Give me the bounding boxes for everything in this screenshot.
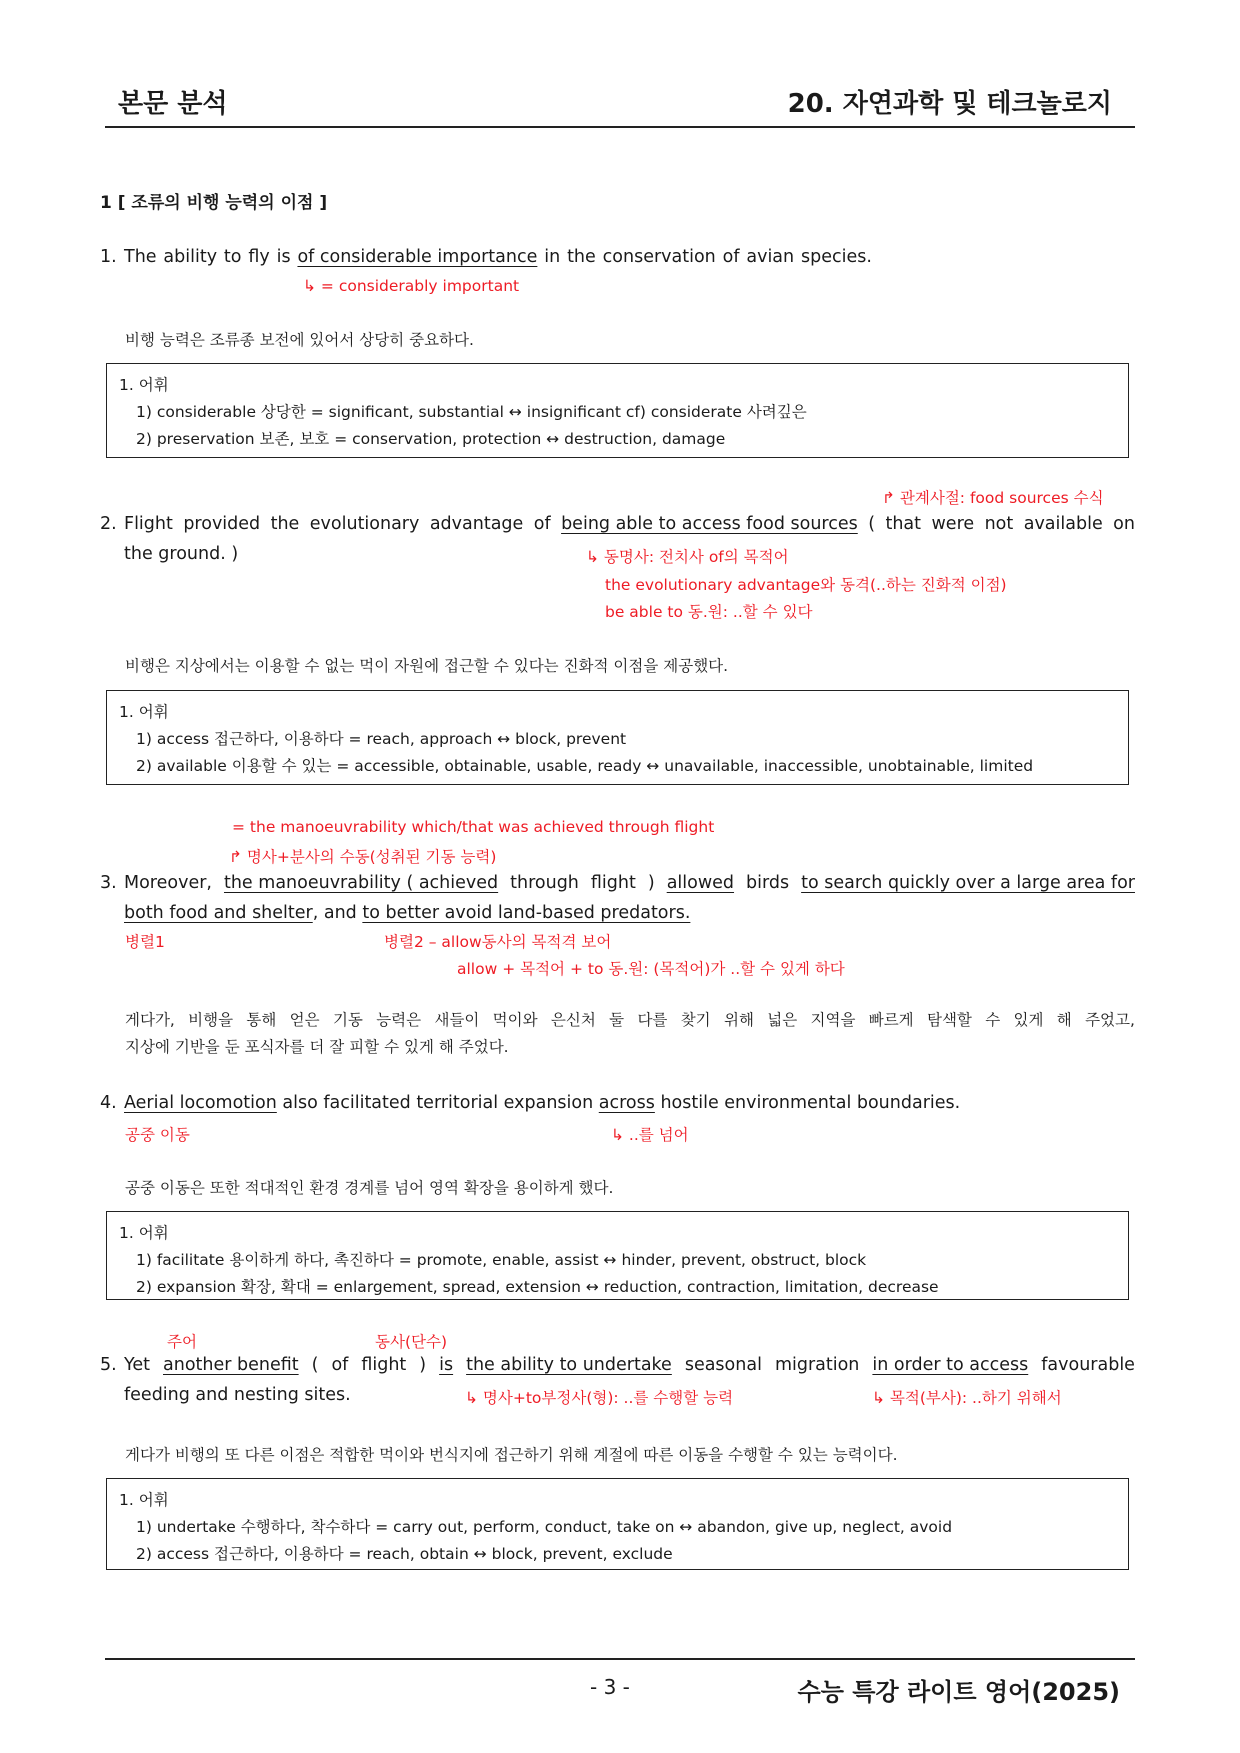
vocab-item: 2) expansion 확장, 확대 = enlargement, spread, extension ↔ reduction, contraction, limitation, decrease (136, 1278, 939, 1296)
s3-translation-1: 게다가, 비행을 통해 얻은 기동 능력은 새들이 먹이와 은신처 둘 다를 찾기 위해 넓은 지역을 빠르게 탐색할 수 있게 해 주었고, (125, 1011, 1135, 1029)
s1-annotation: ↳ = considerably important (303, 277, 520, 295)
vocab-item: 2) preservation 보존, 보호 = conservation, protection ↔ destruction, damage (136, 430, 726, 448)
s2-number: 2. (100, 514, 117, 534)
s5-note-1: ↳ 명사+to부정사(형): ..를 수행할 능력 (465, 1389, 734, 1407)
s2-annotation-top: ↱ 관계사절: food sources 수식 (882, 489, 1104, 507)
s3-parallel-2: 병렬2 – allow동사의 목적격 보어 (384, 933, 612, 951)
vocab-item: 1) access 접근하다, 이용하다 = reach, approach ↔ block, prevent (136, 730, 627, 748)
page-number: - 3 - (590, 1675, 630, 1699)
s1-vocab-box (106, 363, 1129, 458)
s1-underline: of considerable importance (297, 247, 538, 267)
s3-parallel-1: 병렬1 (125, 933, 165, 951)
vocab-title: 1. 어휘 (119, 703, 169, 721)
s1-number: 1. (100, 247, 117, 267)
s5-translation: 게다가 비행의 또 다른 이점은 적합한 먹이와 번식지에 접근하기 위해 계절에 따른 이동을 수행할 수 있는 능력이다. (125, 1446, 898, 1464)
vocab-item: 2) available 이용할 수 있는 = accessible, obtainable, usable, ready ↔ unavailable, inaccessible, unobtainable, limited (136, 757, 1034, 775)
s2-vocab-box (106, 690, 1129, 785)
s3-annotation-a: = the manoeuvrability which/that was achieved through flight (232, 818, 715, 836)
s2-note-1: ↳ 동명사: 전치사 of의 목적어 (586, 548, 789, 566)
s4-number: 4. (100, 1093, 117, 1113)
s3-number: 3. (100, 873, 117, 893)
s4-note-1: 공중 이동 (125, 1126, 190, 1144)
s5-line-1: Yet another benefit ( of flight ) is the ability to undertake seasonal migration in order to access favourable (124, 1355, 1135, 1375)
s5-label-subject: 주어 (167, 1333, 197, 1351)
vocab-item: 1) facilitate 용이하게 하다, 촉진하다 = promote, enable, assist ↔ hinder, prevent, obstruct, block (136, 1251, 867, 1269)
s4-vocab-box (106, 1211, 1129, 1300)
s5-number: 5. (100, 1355, 117, 1375)
s3-allow-pattern: allow + 목적어 + to 동.원: (목적어)가 ..할 수 있게 하다 (457, 960, 845, 978)
vocab-item: 1) undertake 수행하다, 착수하다 = carry out, perform, conduct, take on ↔ abandon, give up, neglect, avoid (136, 1518, 953, 1536)
s1-line: The ability to fly is of considerable importance in the conservation of avian species. (124, 247, 872, 267)
vocab-item: 1) considerable 상당한 = significant, substantial ↔ insignificant cf) considerate 사려깊은 (136, 403, 807, 421)
vocab-title: 1. 어휘 (119, 376, 169, 394)
s4-translation: 공중 이동은 또한 적대적인 환경 경계를 넘어 영역 확장을 용이하게 했다. (125, 1179, 614, 1197)
header-right-title: 20. 자연과학 및 테크놀로지 (787, 89, 1112, 119)
s5-vocab-box (106, 1478, 1129, 1570)
header-left-title: 본문 분석 (118, 89, 228, 119)
footer-rule (105, 1658, 1135, 1660)
vocab-item: 2) access 접근하다, 이용하다 = reach, obtain ↔ block, prevent, exclude (136, 1545, 673, 1563)
s3-translation-2: 지상에 기반을 둔 포식자를 더 잘 피할 수 있게 해 주었다. (125, 1038, 509, 1056)
header-rule (105, 126, 1135, 128)
s3-annotation-b: ↱ 명사+분사의 수동(성취된 기동 능력) (229, 848, 497, 866)
s2-line-1: Flight provided the evolutionary advantage of being able to access food sources ( that were not available on (124, 514, 1135, 534)
s3-line-1: Moreover, the manoeuvrability ( achieved through flight ) allowed birds to search quickly over a large area for (124, 873, 1135, 893)
s5-line-2: feeding and nesting sites. (124, 1385, 351, 1405)
s5-label-verb: 동사(단수) (375, 1333, 447, 1351)
s2-line-2: the ground. ) (124, 544, 239, 564)
s2-underline: being able to access food sources (561, 514, 858, 534)
footer-title: 수능 특강 라이트 영어(2025) (797, 1678, 1120, 1706)
s1-translation: 비행 능력은 조류종 보전에 있어서 상당히 중요하다. (125, 331, 474, 349)
s2-note-2: the evolutionary advantage와 동격(..하는 진화적 이점) (605, 576, 1007, 594)
section-title: 1 [ 조류의 비행 능력의 이점 ] (100, 193, 328, 213)
vocab-title: 1. 어휘 (119, 1224, 169, 1242)
s3-line-2: both food and shelter, and to better avoid land-based predators. (124, 903, 691, 923)
s2-note-3: be able to 동.원: ..할 수 있다 (605, 603, 813, 621)
vocab-title: 1. 어휘 (119, 1491, 169, 1509)
s4-note-2: ↳ ..를 넘어 (611, 1126, 689, 1144)
s5-note-2: ↳ 목적(부사): ..하기 위해서 (872, 1389, 1062, 1407)
s4-line: Aerial locomotion also facilitated territorial expansion across hostile environmental boundaries. (124, 1093, 961, 1113)
s2-translation: 비행은 지상에서는 이용할 수 없는 먹이 자원에 접근할 수 있다는 진화적 이점을 제공했다. (125, 657, 729, 675)
